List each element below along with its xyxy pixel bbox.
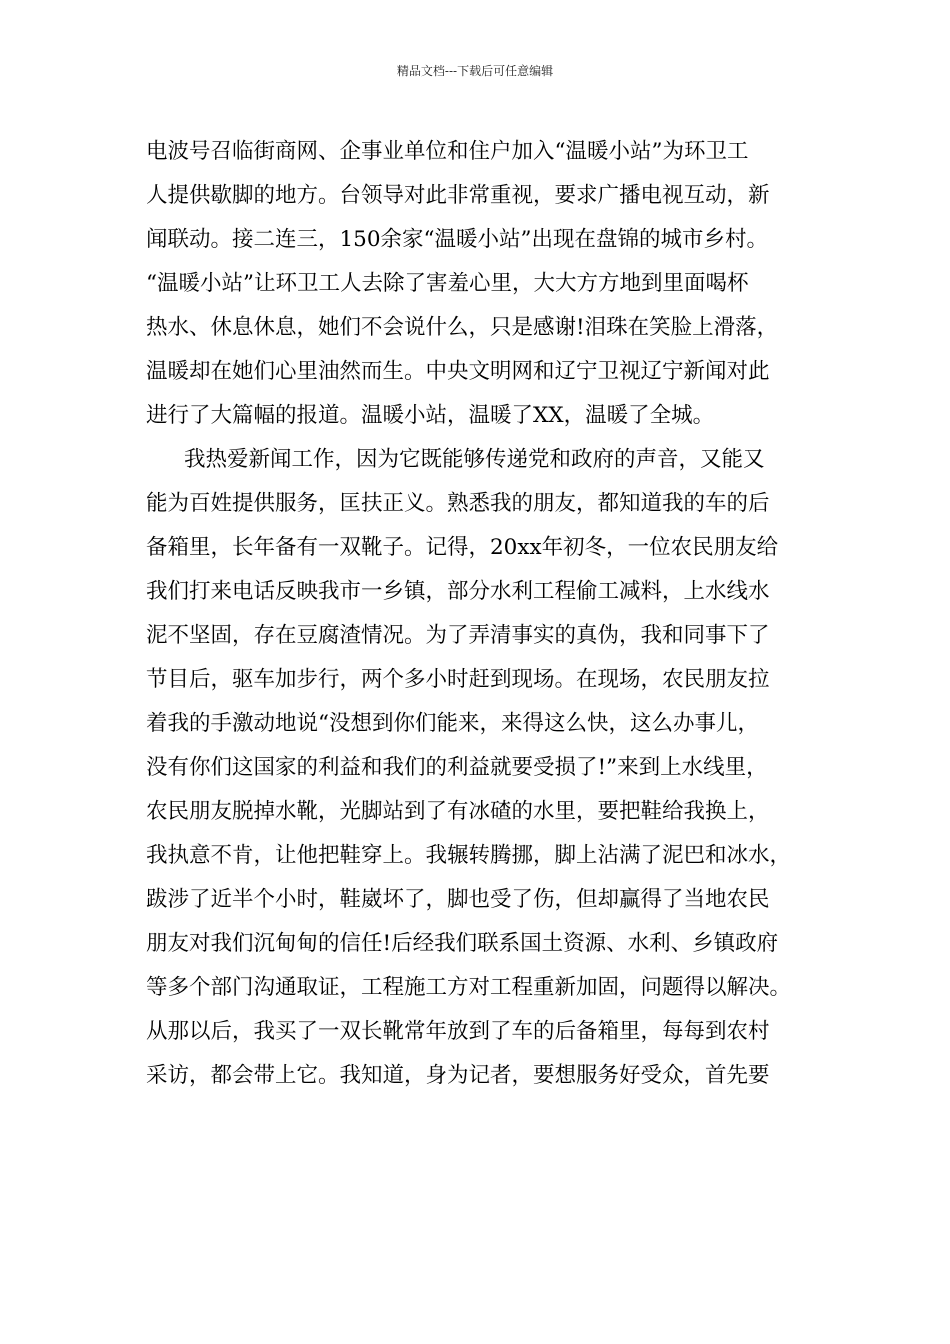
paragraph-start-line: 我热爱新闻工作，因为它既能够传递党和政府的声音，又能又 [184, 447, 765, 472]
text-line: 能为百姓提供服务，匡扶正义。熟悉我的朋友，都知道我的车的后 [146, 491, 770, 516]
text-line: 备箱里，长年备有一双靴子。记得，20xx年初冬，一位农民朋友给 [146, 535, 779, 560]
text-line: 等多个部门沟通取证，工程施工方对工程重新加固，问题得以解决。 [146, 975, 792, 1000]
text-line: 农民朋友脱掉水靴，光脚站到了有冰碴的水里，要把鞋给我换上， [146, 799, 770, 824]
text-line: 人提供歇脚的地方。台领导对此非常重视，要求广播电视互动，新 [146, 183, 770, 208]
text-line: “温暖小站”让环卫工人去除了害羞心里，大大方方地到里面喝杯 [146, 271, 749, 296]
text-line: 我们打来电话反映我市一乡镇，部分水利工程偷工减料，上水线水 [146, 579, 770, 604]
text-line: 进行了大篇幅的报道。温暖小站，温暖了XX，温暖了全城。 [146, 403, 715, 428]
text-line: 温暖却在她们心里油然而生。中央文明网和辽宁卫视辽宁新闻对此 [146, 359, 770, 384]
text-line: 从那以后，我买了一双长靴常年放到了车的后备箱里，每每到农村 [146, 1019, 770, 1044]
text-line: 我执意不肯，让他把鞋穿上。我辗转腾挪，脚上沾满了泥巴和冰水， [146, 843, 792, 868]
text-line: 采访，都会带上它。我知道，身为记者，要想服务好受众，首先要 [146, 1063, 770, 1088]
text-line: 跋涉了近半个小时，鞋崴坏了，脚也受了伤，但却赢得了当地农民 [146, 887, 770, 912]
page-header: 精品文档---下载后可任意编辑 [396, 64, 554, 78]
text-line: 朋友对我们沉甸甸的信任!后经我们联系国土资源、水利、乡镇政府 [146, 931, 779, 956]
text-line: 着我的手激动地说“没想到你们能来，来得这么快，这么办事儿， [146, 711, 759, 736]
body-text [146, 130, 836, 1098]
text-line: 没有你们这国家的利益和我们的利益就要受损了!”来到上水线里， [146, 755, 768, 780]
text-line: 热水、休息休息，她们不会说什么，只是感谢!泪珠在笑脸上滑落， [146, 315, 779, 340]
text-line: 电波号召临街商网、企事业单位和住户加入“温暖小站”为环卫工 [146, 139, 749, 164]
text-line: 泥不坚固，存在豆腐渣情况。为了弄清事实的真伪，我和同事下了 [146, 623, 770, 648]
text-line: 节目后，驱车加步行，两个多小时赶到现场。在现场，农民朋友拉 [146, 667, 770, 692]
text-line: 闻联动。接二连三，150余家“温暖小站”出现在盘锦的城市乡村。 [146, 227, 769, 252]
